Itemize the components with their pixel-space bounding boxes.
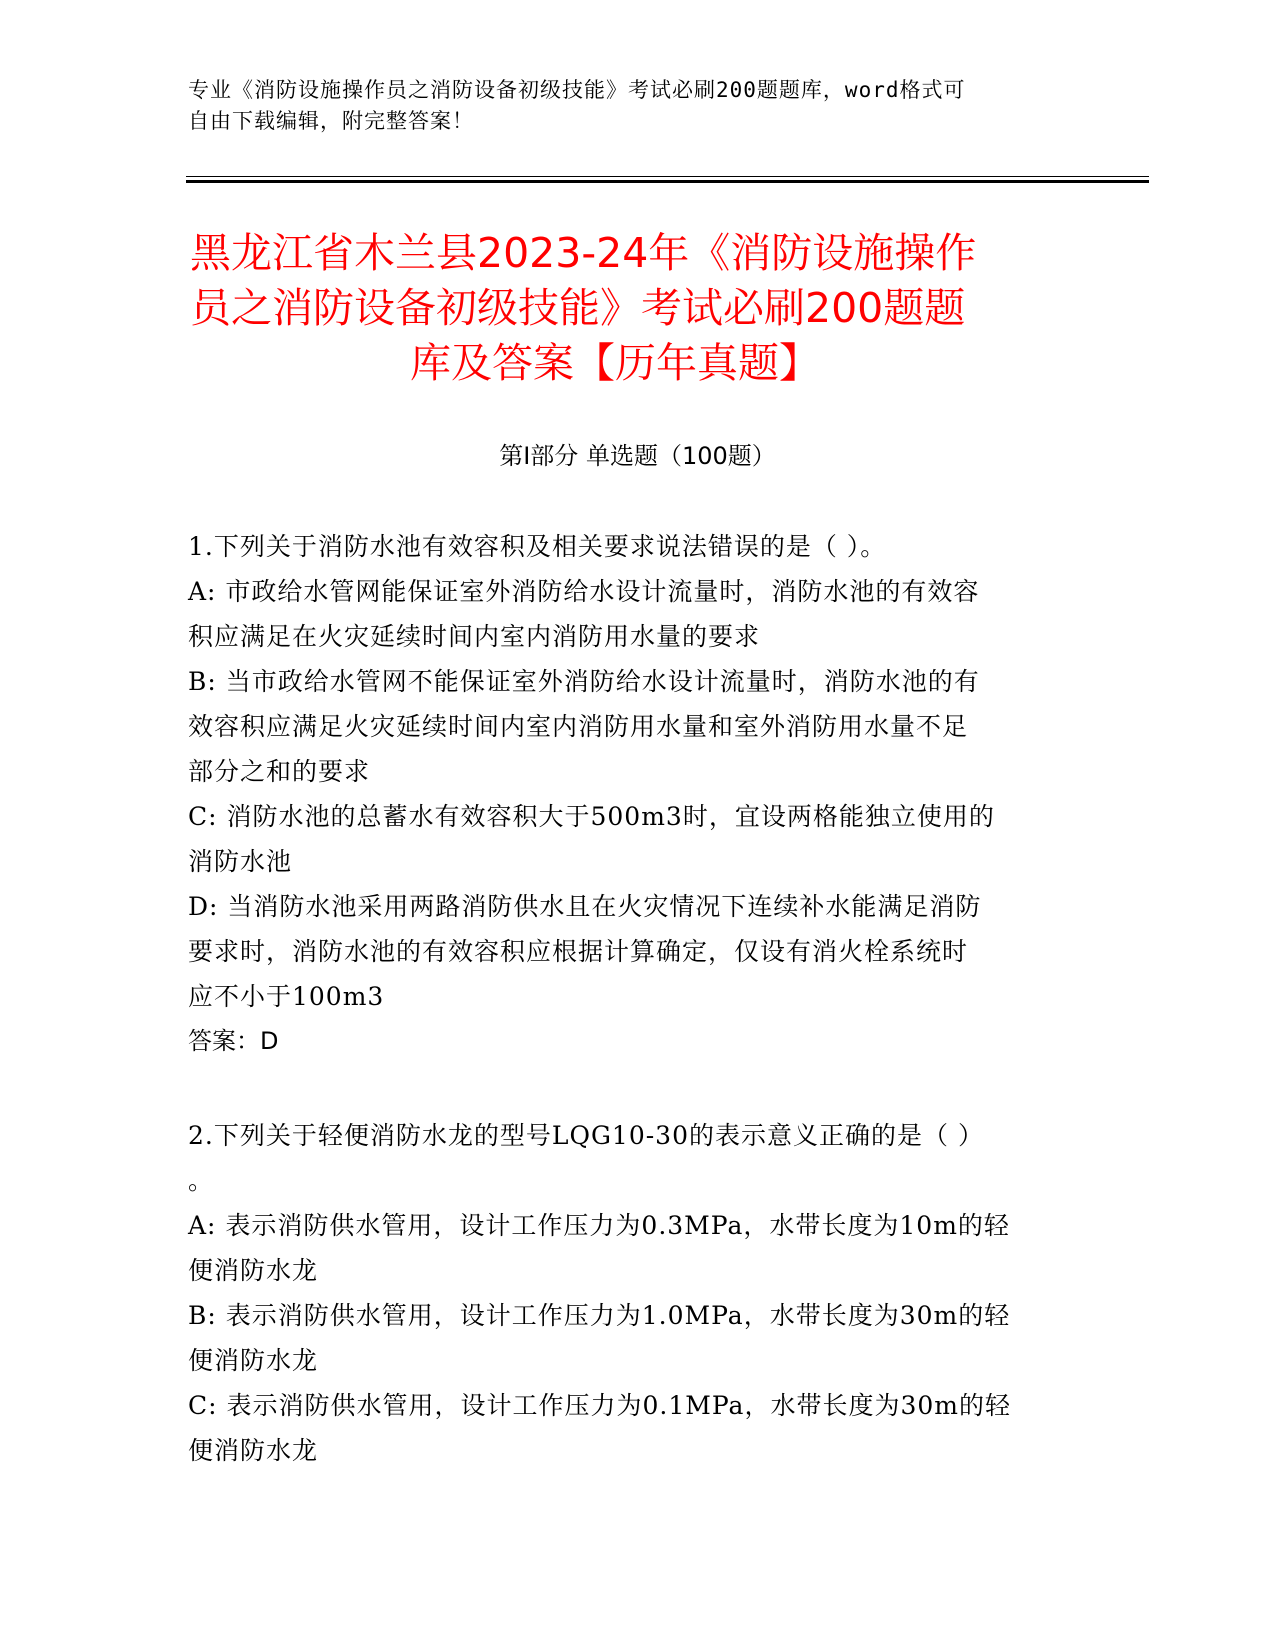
- option-line: A: 表示消防供水管用，设计工作压力为0.3MPa，水带长度为10m的轻: [188, 1211, 1010, 1240]
- option-line: 部分之和的要求: [188, 757, 371, 786]
- question-1: [188, 524, 1088, 1064]
- answer-label: 答案：D: [188, 1027, 279, 1055]
- title-line: 员之消防设备初级技能》考试必刷200题题: [190, 284, 966, 332]
- option-line: B: 表示消防供水管用，设计工作压力为1.0MPa，水带长度为30m的轻: [188, 1301, 1011, 1330]
- header-note: [188, 75, 1068, 137]
- option-line: C: 表示消防供水管用，设计工作压力为0.1MPa，水带长度为30m的轻: [188, 1391, 1011, 1420]
- section-title: 第Ⅰ部分 单选题（100题）: [499, 442, 776, 470]
- option-line: D: 当消防水池采用两路消防供水且在火灾情况下连续补水能满足消防: [188, 892, 982, 921]
- option-line: 效容积应满足火灾延续时间内室内消防用水量和室外消防用水量不足: [188, 712, 969, 741]
- header-divider-thin: [186, 176, 1149, 177]
- header-note-line: 自由下载编辑，附完整答案！: [188, 109, 474, 133]
- option-line: 要求时，消防水池的有效容积应根据计算确定，仅设有消火栓系统时: [188, 937, 969, 966]
- option-line: 应不小于100m3: [188, 982, 385, 1011]
- title-line: 黑龙江省木兰县2023-24年《消防设施操作: [190, 229, 977, 277]
- header-note-line: 专业《消防设施操作员之消防设备初级技能》考试必刷200题题库，word格式可: [188, 78, 966, 102]
- option-line: B: 当市政给水管网不能保证室外消防给水设计流量时，消防水池的有: [188, 667, 980, 696]
- option-line: A: 市政给水管网能保证室外消防给水设计流量时，消防水池的有效容: [188, 577, 980, 606]
- option-line: 便消防水龙: [188, 1436, 319, 1465]
- option-line: 积应满足在火灾延续时间内室内消防用水量的要求: [188, 622, 761, 651]
- option-line: C: 消防水池的总蓄水有效容积大于500m3时，宜设两格能独立使用的: [188, 802, 995, 831]
- question-stem: 1.下列关于消防水池有效容积及相关要求说法错误的是（ ）。: [188, 532, 887, 561]
- question-stem: 。: [188, 1166, 215, 1195]
- option-line: 便消防水龙: [188, 1346, 319, 1375]
- title-line: 库及答案【历年真题】: [410, 339, 820, 387]
- question-stem: 2.下列关于轻便消防水龙的型号LQG10-30的表示意义正确的是（ ）: [188, 1121, 984, 1150]
- option-line: 消防水池: [188, 847, 293, 876]
- header-divider-thick: [186, 180, 1149, 183]
- question-2: [188, 1113, 1088, 1473]
- option-line: 便消防水龙: [188, 1256, 319, 1285]
- document-title: [190, 226, 1090, 391]
